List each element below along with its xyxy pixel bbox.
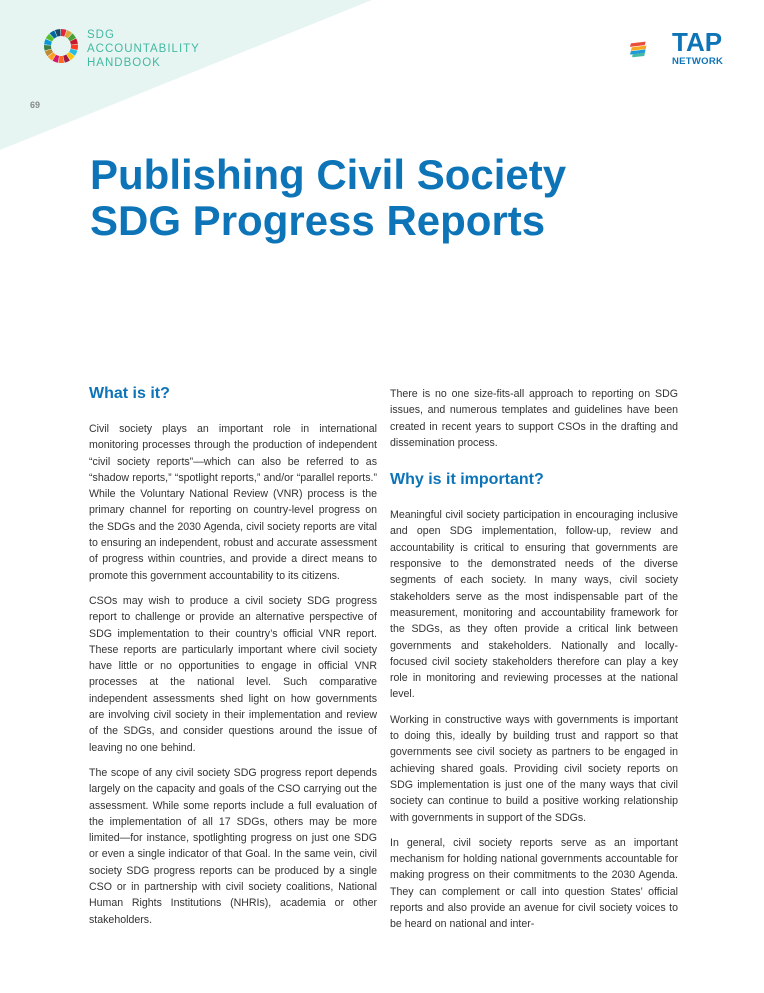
why-paragraph-1: Meaningful civil society participation in encouraging inclusive and open SDG implementation, follow-up, review and accountability is critical to ensuring that governments are responsive to the demonstrated needs of the diverse segments of each society. In many ways, civil society stakeholders serve as the most indispensable part of the measurement, monitoring and accountability framework for the SDGs, as they often provide a critical link between governments and stakeholders. Nationally and locally-focused civil society stakeholders therefore can play a key role in monitoring and reviewing processes at the national level. [390,509,678,701]
why-paragraph-3: In general, civil society reports serve as an important mechanism for holding national governments accountable for making progress on their commitments to the 2030 Agenda. They can complement or call into question States’ official reports and also provide an avenue for civil society voices to be heard on national and inter- [390,836,678,931]
brand-line-3: HANDBOOK [87,57,161,69]
corner-decoration [0,0,764,160]
tap-logo-text: TAP [672,27,723,57]
what-paragraph-4: There is no one size-fits-all approach to reporting on SDG issues, and numerous templates and guidelines have been created in recent years to support CSOs in the drafting and dissemination process. [390,388,678,449]
right-column [390,386,678,942]
left-column [89,385,377,937]
brand-line-2: ACCOUNTABILITY [87,43,200,55]
handbook-brand [43,28,200,70]
brand-line-1: SDG [87,29,115,41]
what-paragraph-2: CSOs may wish to produce a civil society SDG progress report to challenge or provide an alternative perspective of SDG implementation to their country’s official VNR report. These reports are particularly important where civil society have little or no opportunities to engage in official VNR processes at the national level. Such comparative independent assessments shed light on how governments are involving civil society in their implementation and review of the SDGs, and consider questions around the issue of leaving no one behind. [89,594,377,754]
why-paragraph-2: Working in constructive ways with governments is important to doing this, ideally by building trust and rapport so that governments see civil society as partners to be engaged in achieving shared goals. Providing civil society reports on SDG implementation is just one of the many ways that civil society can continue to build a positive working relationship with governments in support of the SDGs. [390,713,678,824]
what-paragraph-1: Civil society plays an important role in international monitoring processes through the production of independent “civil society reports”—which can also be referred to as “shadow reports,” “spotlight reports,” and/or “parallel reports.” While the Voluntary National Review (VNR) process is the primary channel for reporting on country-level progress on the SDGs and the 2030 Agenda, civil society reports are vital to ensuring an independent, robust and accurate assessment of progress within countries, and provide a direct means to promote this government accountability to its citizens. [89,423,377,582]
page-title: Publishing Civil Society SDG Progress Reports [90,151,567,244]
what-paragraph-3: The scope of any civil society SDG progress report depends largely on the capacity and goals of the CSO carrying out the assessment. While some reports include a full evaluation of the implementation of all 17 SDGs, others may be more limited—for instance, spotlighting progress on just one SDG or even a single indicator of that Goal. In the same vein, civil society SDG progress reports can be produced by a single CSO or in partnership with civil society coalitions, National Human Rights Institutions (NHRIs), academia or other stakeholders. [89,766,377,926]
section-heading-what: What is it? [89,385,170,402]
sdg-wheel-icon [43,28,79,64]
section-heading-why: Why is it important? [390,471,544,489]
page-number: 69 [30,100,41,110]
tap-network-logo-icon [630,30,670,68]
tap-logo-subtext: NETWORK [672,56,724,67]
sdg-wheel-segment [58,56,64,63]
